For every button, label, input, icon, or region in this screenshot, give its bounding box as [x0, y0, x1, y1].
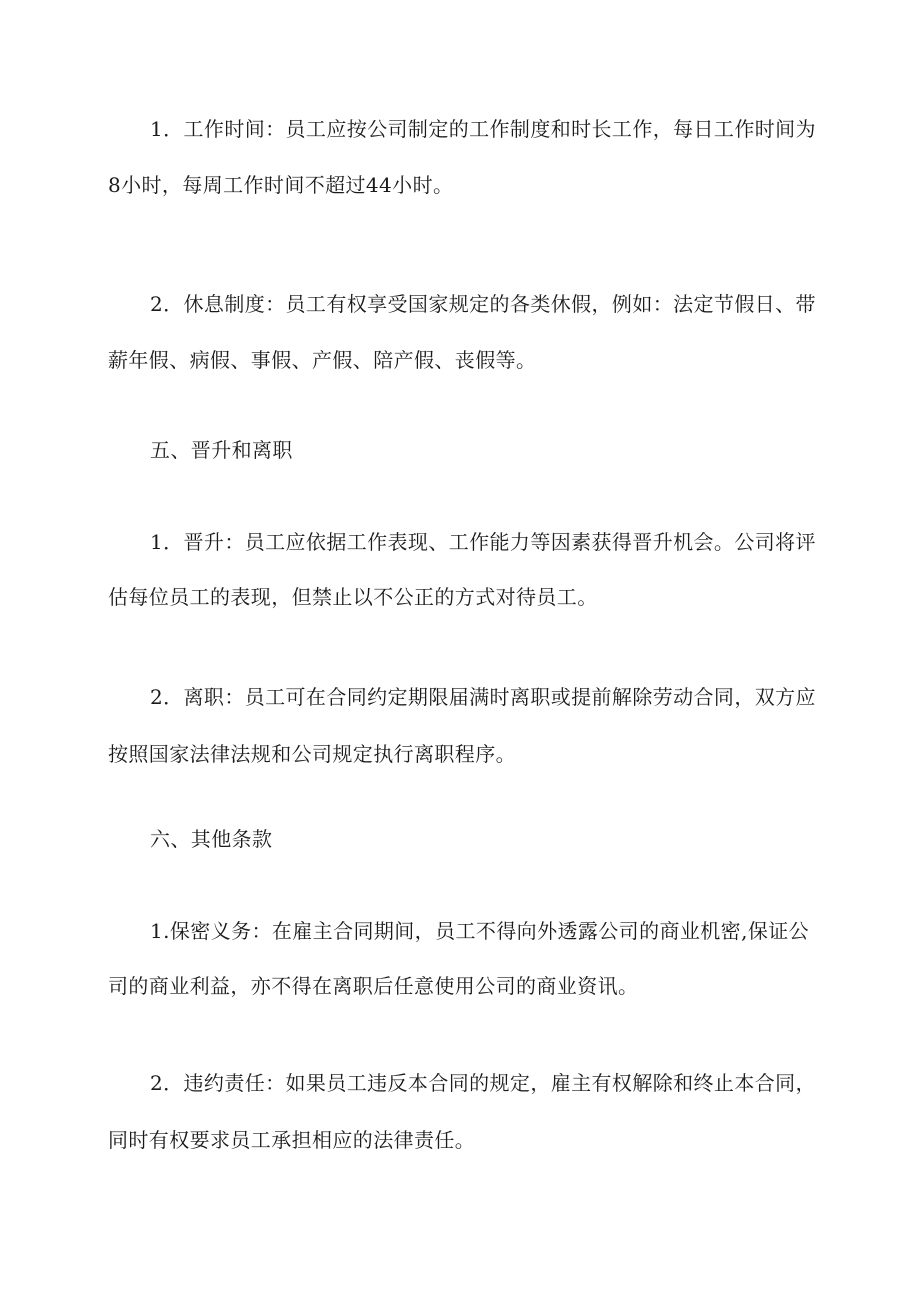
resignation-line-1: 2．离职：员工可在合同约定期限届满时离职或提前解除劳动合同，双方应: [150, 685, 816, 709]
promotion-line-1: 1．晋升：员工应依据工作表现、工作能力等因素获得晋升机会。公司将评: [150, 530, 816, 554]
liability-line-2: 同时有权要求员工承担相应的法律责任。: [108, 1128, 476, 1152]
work-time-line-1: 1．工作时间：员工应按公司制定的工作制度和时长工作，每日工作时间为: [150, 117, 816, 141]
promotion-line-2: 估每位员工的表现，但禁止以不公正的方式对待员工。: [108, 585, 598, 609]
section-heading-5: 五、晋升和离职: [150, 438, 293, 462]
confidentiality-line-2: 司的商业利益，亦不得在离职后任意使用公司的商业资讯。: [108, 974, 639, 998]
rest-system-line-2: 薪年假、病假、事假、产假、陪产假、丧假等。: [108, 348, 537, 372]
resignation-line-2: 按照国家法律法规和公司规定执行离职程序。: [108, 742, 516, 766]
confidentiality-line-1: 1.保密义务：在雇主合同期间，员工不得向外透露公司的商业机密,保证公: [150, 919, 810, 943]
rest-system-line-1: 2．休息制度：员工有权享受国家规定的各类休假，例如：法定节假日、带: [150, 292, 816, 316]
work-time-line-2: 8小时，每周工作时间不超过44小时。: [108, 173, 454, 197]
section-heading-6: 六、其他条款: [150, 827, 273, 851]
liability-line-1: 2．违约责任：如果员工违反本合同的规定，雇主有权解除和终止本合同，: [150, 1071, 816, 1095]
